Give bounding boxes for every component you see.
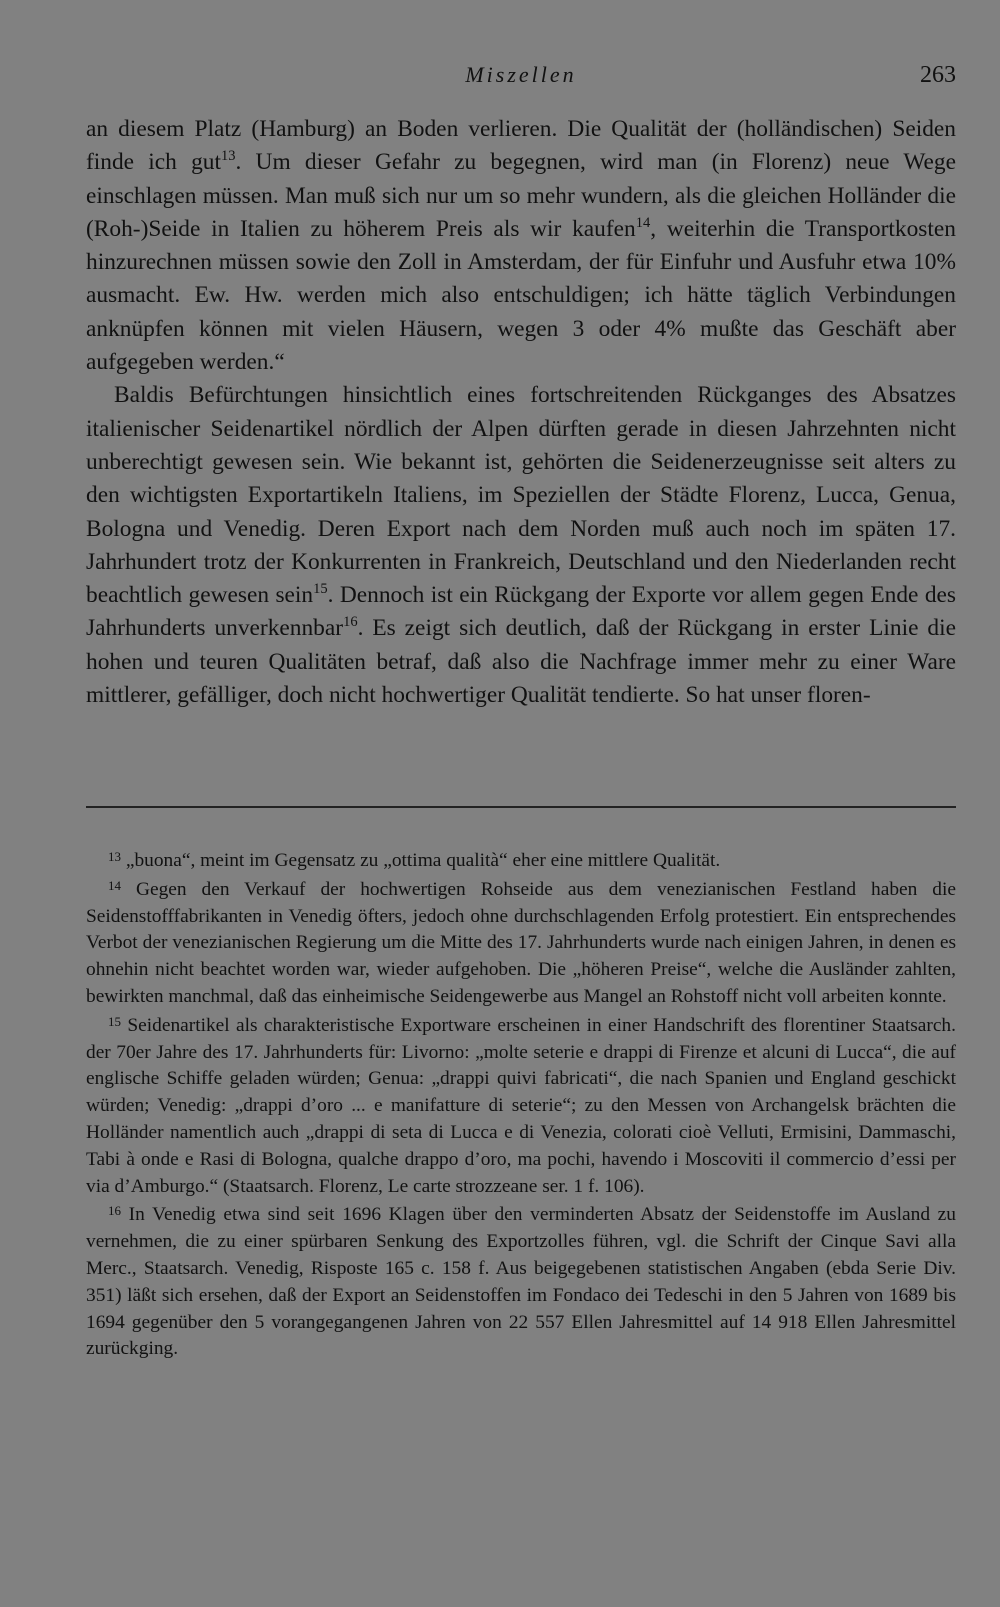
page-number: 263: [920, 62, 956, 88]
footnote-number: 13: [108, 849, 121, 864]
footnote-divider: [86, 806, 956, 808]
running-title: Miszellen: [465, 62, 577, 87]
page-header: [86, 56, 956, 96]
footnote-16: [86, 1202, 956, 1363]
text-segment: an diesem Platz (Hamburg) an Boden verlieren. Die Qualität der (holländischen) Seiden finde ich gut: [86, 116, 956, 176]
footnote-15: [86, 1013, 956, 1201]
footnote-text: „buona“, meint im Gegensatz zu „ottima qualità“ eher eine mittlere Qualität.: [125, 850, 721, 871]
footnote-ref-15[interactable]: 15: [313, 581, 328, 598]
text-segment: . Es zeigt sich deutlich, daß der Rückgang in erster Linie die hohen und teuren Qualitäten betraf, daß also die Nachfrage immer mehr zu einer Ware mittlerer, gefälliger, doch nicht hochwertiger Qualität tendierte. So hat unser floren-: [86, 615, 956, 709]
main-text: [86, 113, 956, 712]
text-segment: , weiterhin die Transportkosten hinzurechnen müssen sowie den Zoll in Amsterdam, der für Einfuhr und Ausfuhr etwa 10% ausmacht. Ew. Hw. werden mich also entschuldigen; ich hätte täglich Verbindungen anknüpfen können mit vielen Häusern, wegen 3 oder 4% mußte das Geschäft aber aufgegeben werden.“: [86, 215, 956, 376]
footnote-ref-16[interactable]: 16: [343, 614, 358, 631]
paragraph-1: [86, 113, 956, 379]
footnote-ref-13[interactable]: 13: [220, 148, 236, 165]
footnote-14: [86, 877, 956, 1011]
paragraph-2: [86, 379, 956, 712]
footnotes: [86, 848, 956, 1365]
footnote-ref-14[interactable]: 14: [635, 215, 651, 232]
text-segment: . Dennoch ist ein Rückgang der Exporte vor allem gegen Ende des Jahrhunderts unverkennbar: [86, 582, 956, 642]
text-segment: Baldis Befürchtungen hinsichtlich eines fortschreitenden Rückganges des Absatzes italienischer Seidenartikel nördlich der Alpen dürften gerade in diesen Jahrzehnten nicht unberechtigt gewesen sein. Wie bekannt ist, gehörten die Seidenerzeugnisse seit alters zu den wichtigsten Exportartikeln Italiens, im Speziellen der Städte Florenz, Lucca, Genua, Bologna und Venedig. Deren Export nach dem Norden muß auch noch im späten 17. Jahrhundert trotz der Konkurrenten in Frankreich, Deutschland und den Niederlanden recht beachtlich gewesen sein: [86, 382, 956, 609]
footnote-text: Seidenartikel als charakteristische Exportware erscheinen in einer Handschrift des florentiner Staatsarch. der 70er Jahre des 17. Jahrhunderts für: Livorno: „molte seterie e drappi di Firenze et alcuni di Lucca“, die auf englische Schiffe geladen würden; Genua: „drappi quivi fabricati“, die nach Spanien und England geschickt würden; Venedig: „drappi d’oro ... e manifatture di seterie“; zu den Messen von Archangelsk brächten die Holländer namentlich auch „drappi di seta di Lucca e di Venezia, colorati cioè Velluti, Ermisini, Dammaschi, Tabi à onde e Rasi di Bologna, qualche drappo d’oro, ma pochi, havendo i Moscoviti il commercio d’essi per via d’Amburgo.“ (Staatsarch. Florenz, Le carte strozzeane ser. 1 f. 106).: [86, 1014, 956, 1197]
footnote-number: 16: [108, 1203, 121, 1219]
footnote-text: Gegen den Verkauf der hochwertigen Rohseide aus dem venezianischen Festland haben die Seidenstofffabrikanten in Venedig öfters, jedoch ohne durchschlagenden Erfolg protestiert. Ein entsprechendes Verbot der venezianischen Regierung um die Mitte des 17. Jahrhunderts wurde nach einigen Jahren, in denen es ohnehin nicht beachtet worden war, wieder aufgehoben. Die „höheren Preise“, welche die Ausländer zahlten, bewirkten manchmal, daß das einheimische Seidengewerbe aus Mangel an Rohstoff nicht voll arbeiten konnte.: [86, 878, 956, 1007]
footnote-13: [86, 848, 956, 875]
footnote-number: 14: [108, 877, 121, 893]
footnote-number: 15: [108, 1013, 121, 1029]
footnote-text: In Venedig etwa sind seit 1696 Klagen über den verminderten Absatz der Seidenstoffe im Ausland zu vernehmen, die zu einer spürbaren Senkung des Exportzolles führen, vgl. die Schrift der Cinque Savi alla Merc., Staatsarch. Venedig, Risposte 165 c. 158 f. Aus beigegebenen statistischen Angaben (ebda Serie Div. 351) läßt sich ersehen, daß der Export an Seidenstoffen im Fondaco dei Tedeschi in den 5 Jahren von 1689 bis 1694 gegenüber den 5 vorangegangenen Jahren von 22 557 Ellen Jahresmittel auf 14 918 Ellen Jahresmittel zurückging.: [86, 1204, 956, 1360]
text-segment: . Um dieser Gefahr zu begegnen, wird man (in Florenz) neue Wege einschlagen müssen. Man muß sich nur um so mehr wundern, als die gleichen Holländer die (Roh-)Seide in Italien zu höherem Preis als wir kaufen: [86, 149, 956, 242]
